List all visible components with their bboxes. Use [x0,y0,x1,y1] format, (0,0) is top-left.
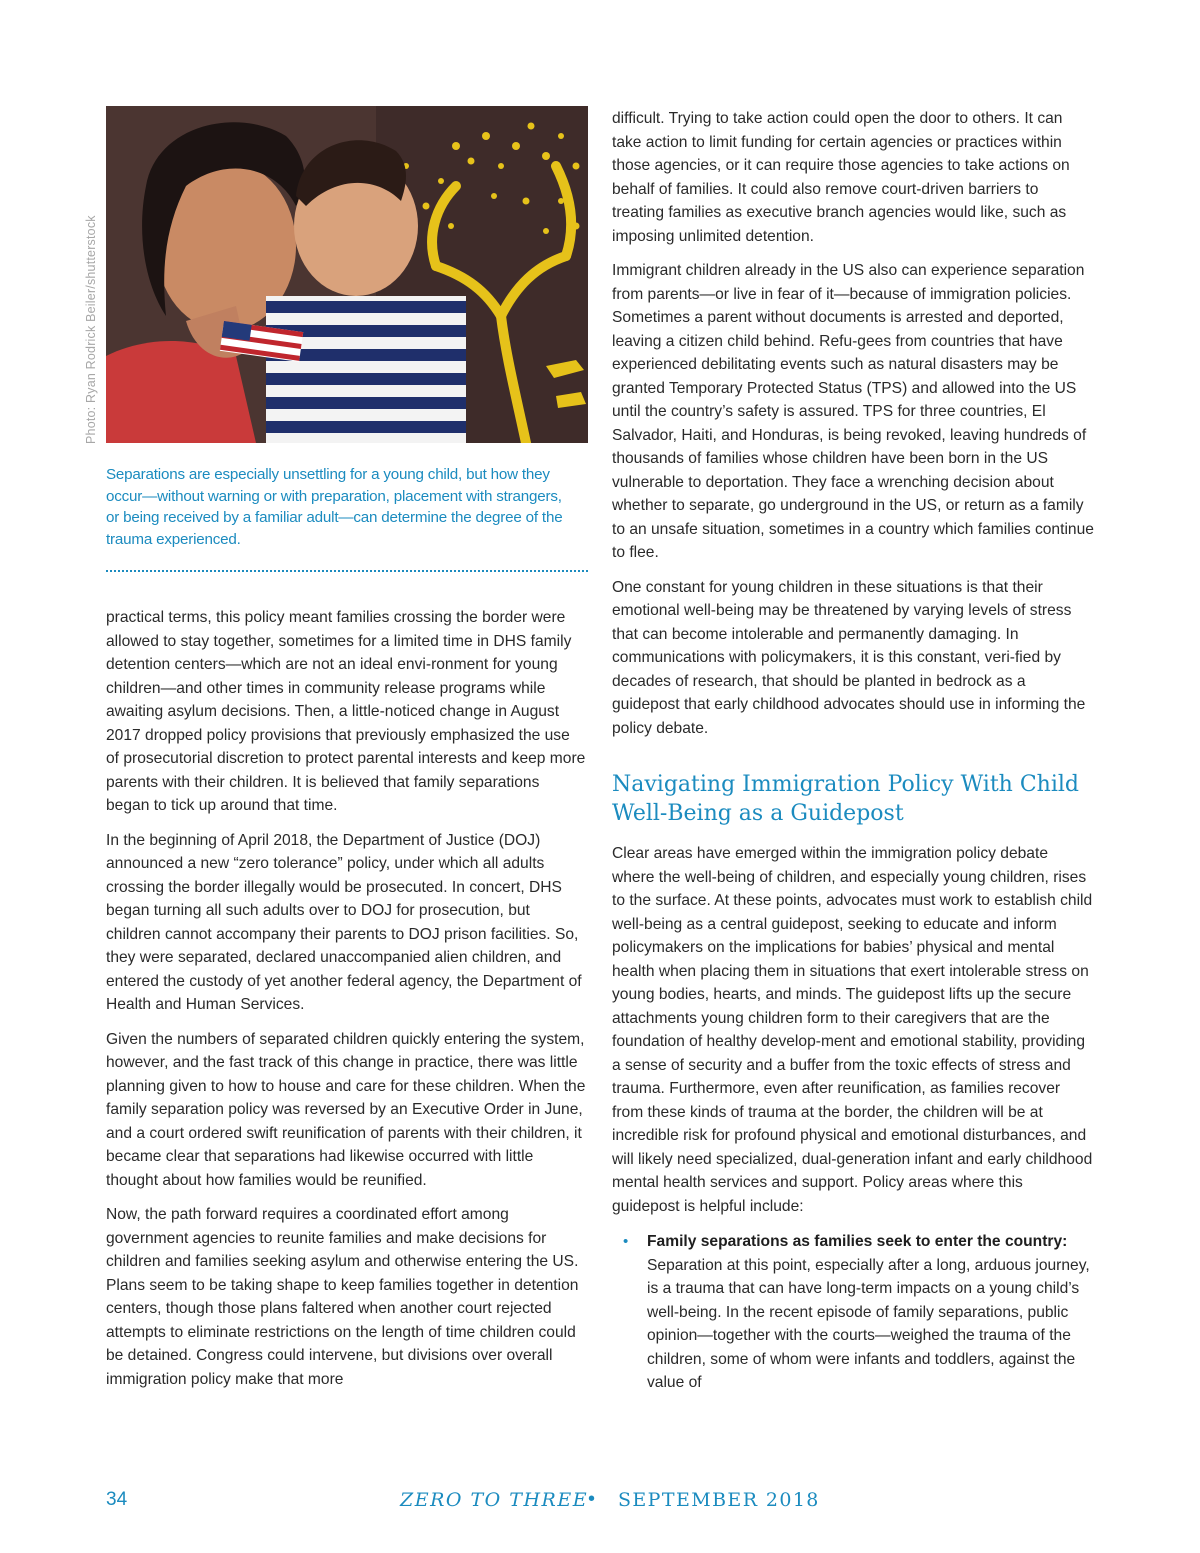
photo-caption: Separations are especially unsettling for a young child, but how they occur—without warning or with preparation, placement with strangers, or being received by a familiar adult—can determine the degree of the trauma experienced. [106,466,563,548]
bullet-text: Separation at this point, especially after a long, arduous journey, is a trauma that can have long-term impacts on a young child’s well-being. In the recent episode of family separations, public opinion—together with the courts—weighed the trauma of the children, some of whom were infants and toddlers, against the value of [647,1256,1090,1391]
photo-credit: Photo: Ryan Rodrick Beiler/shutterstock [84,215,98,444]
page-footer [0,1489,1200,1519]
page-number: 34 [106,1489,128,1510]
body-paragraph: difficult. Trying to take action could open the door to others. It can take action to limit funding for certain agencies or practices within those agencies, or it can require those agencies to take actions on behalf of families. It could also remove court-driven barriers to treating families as executive branch agencies would like, such as imposing unlimited detention. [612,110,1070,245]
body-paragraph: Clear areas have emerged within the immigration policy debate where the well-being of children, and especially young children, rises to the surface. At these points, advocates must work to establish child well-being as a central guidepost, seeking to educate and inform policymakers on the implications for babies’ physical and mental health when placing them in situations that exert intolerable stress on young bodies, hearts, and minds. The guidepost lifts up the secure attachments young children form to their caregivers that are the foundation of healthy develop-ment and emotional stability, providing a sense of security and a buffer from the toxic effects of stress and trauma. Furthermore, even after reunification, as families recover from these kinds of trauma at the border, the children will be at incredible risk for profound physical and emotional disturbances, and will likely need specialized, dual-generation infant and early childhood mental health services and support. Policy areas where this guidepost is helpful include: [612,845,1093,1215]
publication-date: SEPTEMBER 2018 [618,1489,820,1511]
body-paragraph: Immigrant children already in the US also can experience separation from parents—or live in fear of it—because of immigration policies. Sometimes a parent without documents is arrested and deported, leaving a citizen child behind. Refu-gees from countries that have experienced debilitating events such as natural disasters may be granted Temporary Protected Status (TPS) and allowed into the US until the country’s safety is assured. TPS for three countries, El Salvador, Haiti, and Honduras, is being revoked, leaving hundreds of thousands of families whose children have been born in the US vulnerable to deportation. They face a wrenching decision about whether to separate, go underground in the US, or return as a family to an unsafe situation, sometimes in a country which families continue to flee. [612,262,1094,561]
body-paragraph: In the beginning of April 2018, the Department of Justice (DOJ) announced a new “zero tolerance” policy, under which all adults crossing the border illegally would be prosecuted. In concert, DHS began turning all such adults over to DOJ for prosecution, but children cannot accompany their parents to DOJ prison facilities. So, they were separated, declared unaccompanied alien children, and entered the custody of yet another federal agency, the Department of Health and Human Services. [106,831,582,1013]
caption-divider [106,570,588,572]
left-column [106,606,586,1402]
body-paragraph: Given the numbers of separated children quickly entering the system, however, and the fast track of this change in practice, there was little planning given to how to house and care for these children. When the family separation policy was reversed by an Executive Order in June, and a court ordered swift reunification of parents with their children, it became clear that separations had likewise occurred with little thought about how families would be reunified. [106,1030,586,1189]
bullet-item [612,1230,1094,1395]
bullet-marker: • [623,1233,629,1250]
bullet-lead: Family separations as families seek to enter the country: [647,1233,1068,1250]
right-column [612,107,1094,1395]
body-paragraph: practical terms, this policy meant families crossing the border were allowed to stay together, sometimes for a limited time in DHS family detention centers—which are not an ideal envi-ronment for young children—and other times in community release programs while awaiting asylum decisions. Then, a little-noticed change in August 2017 dropped policy provisions that previously emphasized the use of prosecutorial discretion to protect parental interests and keep more parents with their children. It is believed that family separations began to tick up around that time. [106,609,586,814]
body-paragraph: Now, the path forward requires a coordinated effort among government agencies to reunite families and make decisions for children and families seeking asylum and otherwise entering the US. Plans seem to be taking shape to keep families together in detention centers, though those plans faltered when another court rejected attempts to eliminate restrictions on the length of time children could be detained. Congress could intervene, but divisions over overall immigration policy make that more [106,1206,579,1388]
footer-separator: • [588,1488,596,1510]
mother-and-child-photo [106,106,588,443]
photo-illustration [106,106,588,443]
section-heading: Navigating Immigration Policy With Child Well-Being as a Guidepost [612,772,1079,826]
body-paragraph: One constant for young children in these situations is that their emotional well-being may be threatened by varying levels of stress that can become intolerable and permanently damaging. In communications with policymakers, it is this constant, veri-fied by decades of research, that should be planted in bedrock as a guidepost that early childhood advocates should use in informing the policy debate. [612,578,1086,737]
publication-title: ZERO TO THREE [400,1489,589,1511]
